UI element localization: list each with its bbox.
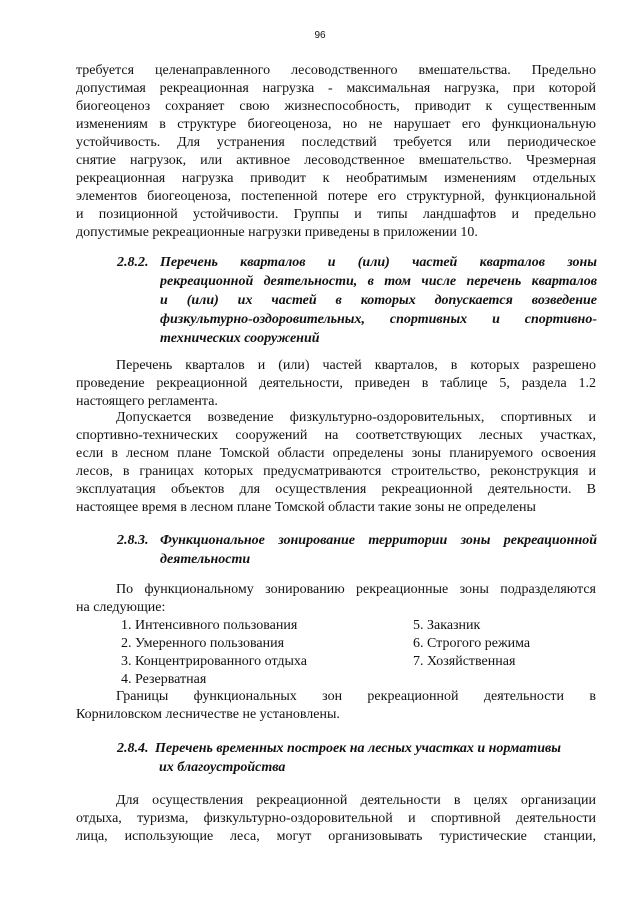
section-number: 2.8.4. bbox=[117, 741, 149, 756]
text-line: настоящего регламента. bbox=[76, 394, 218, 409]
title-line: Перечень временных построек на лесных участках и нормативы bbox=[155, 741, 561, 756]
text-line: если в лесном плане Томской области определены зоны планируемого освоения bbox=[76, 446, 596, 461]
text-line: Корниловском лесничестве не установлены. bbox=[76, 707, 340, 722]
text-line: Для осуществления рекреационной деятельности в целях организации bbox=[116, 793, 596, 808]
text-line: лесов, в границах которых предусматриваются строительство, реконструкция и bbox=[76, 464, 596, 479]
title-line: рекреационной деятельности, в том числе перечень кварталов bbox=[160, 274, 597, 289]
text-line: проведение рекреационной деятельности, приведен в таблице 5, раздела 1.2 bbox=[76, 376, 596, 391]
list-item: 4. Резерватная bbox=[121, 672, 207, 687]
title-line: технических сооружений bbox=[160, 331, 320, 346]
text-line: отдыха, туризма, физкультурно-оздоровительной и спортивной деятельности bbox=[76, 811, 596, 826]
section-number: 2.8.3. bbox=[117, 533, 149, 548]
title-line: Перечень кварталов и (или) частей кварталов зоны bbox=[160, 255, 597, 270]
text-line: Допускается возведение физкультурно-оздоровительных, спортивных и bbox=[116, 410, 596, 425]
text-line: Перечень кварталов и (или) частей кварталов, в которых разрешено bbox=[116, 358, 596, 373]
section-title bbox=[155, 739, 597, 777]
text-line: биогеоценоз сохраняет свою жизнеспособность, приводит к существенным bbox=[76, 99, 596, 114]
intro-paragraph bbox=[76, 62, 596, 242]
title-line: физкультурно-оздоровительных, спортивных и спортивно- bbox=[160, 312, 597, 327]
text-line: Границы функциональных зон рекреационной деятельности в bbox=[116, 689, 596, 704]
page-number: 96 bbox=[314, 30, 326, 41]
list-item: 3. Концентрированного отдыха bbox=[121, 654, 307, 669]
section-2-8-3-boundaries bbox=[76, 688, 596, 724]
section-2-8-3-intro bbox=[76, 581, 596, 617]
section-2-8-2-paragraph-2 bbox=[76, 409, 596, 517]
section-title bbox=[160, 531, 597, 569]
text-line: элементов биогеоценоза, постепенной потере его структурной, функциональной bbox=[76, 189, 596, 204]
section-2-8-2-paragraph-1 bbox=[76, 357, 596, 411]
text-line: устойчивость. Для устранения последствий требуется или периодическое bbox=[76, 135, 596, 150]
text-line: настоящее время в лесном плане Томской области такие зоны не определены bbox=[76, 500, 536, 515]
text-line: снятие нагрузок, или активное лесоводственное вмешательство. Чрезмерная bbox=[76, 153, 596, 168]
list-item: 6. Строгого режима bbox=[413, 636, 531, 651]
title-line: Функциональное зонирование территории зоны рекреационной bbox=[160, 533, 597, 548]
text-line: рекреационная нагрузка приводит к необратимым изменениям отдельных bbox=[76, 171, 596, 186]
text-line: По функциональному зонированию рекреационные зоны подразделяются bbox=[116, 582, 596, 597]
zones-list-right bbox=[413, 617, 530, 671]
text-line: и позиционной устойчивости. Группы и типы ландшафтов и предельно bbox=[76, 207, 596, 222]
text-line: эксплуатация объектов для осуществления рекреационной деятельности. В bbox=[76, 482, 596, 497]
title-line: и (или) их частей в которых допускается возведение bbox=[160, 293, 597, 308]
list-item: 7. Хозяйственная bbox=[413, 654, 516, 669]
text-line: спортивно-технических сооружений на соответствующих лесных участках, bbox=[76, 428, 596, 443]
text-line: лица, использующие леса, могут организовывать туристические станции, bbox=[76, 829, 596, 844]
section-number: 2.8.2. bbox=[117, 255, 149, 270]
section-2-8-4-paragraph bbox=[76, 792, 596, 846]
text-line: на следующие: bbox=[76, 600, 166, 615]
text-line: допустимая рекреационная нагрузка - максимальная нагрузка, при которой bbox=[76, 81, 596, 96]
title-line: их благоустройства bbox=[159, 760, 286, 775]
title-line: деятельности bbox=[160, 552, 251, 567]
text-line: изменениям в структуре биогеоценоза, но не нарушает его функциональную bbox=[76, 117, 596, 132]
list-item: 5. Заказник bbox=[413, 618, 481, 633]
list-item: 2. Умеренного пользования bbox=[121, 636, 285, 651]
text-line: требуется целенаправленного лесоводственного вмешательства. Предельно bbox=[76, 63, 596, 78]
text-line: допустимые рекреационные нагрузки приведены в приложении 10. bbox=[76, 225, 478, 240]
list-item: 1. Интенсивного пользования bbox=[121, 618, 298, 633]
section-title bbox=[160, 253, 597, 348]
zones-list-left bbox=[121, 617, 307, 689]
